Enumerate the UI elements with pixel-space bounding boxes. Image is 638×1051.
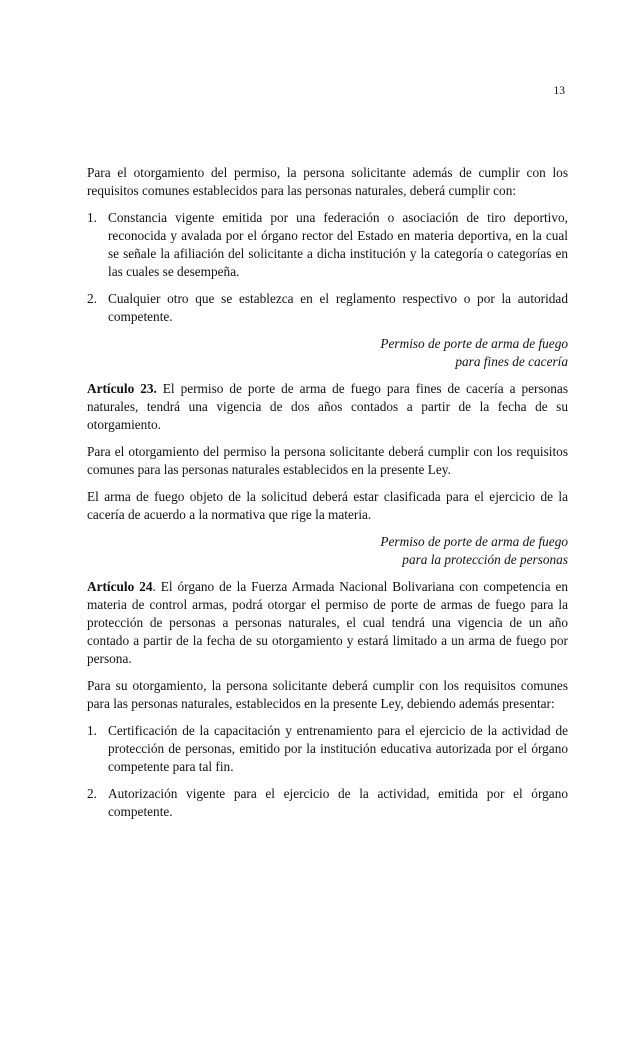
paragraph: El arma de fuego objeto de la solicitud deberá estar clasificada para el ejercicio de la cacería de acuerdo a la normativa que rige la materia. xyxy=(87,489,568,522)
requirements-list-sport xyxy=(87,209,568,326)
list-item-text: Autorización vigente para el ejercicio de la actividad, emitida por el órgano competente. xyxy=(108,786,568,819)
section-heading-protection xyxy=(87,533,568,569)
article-label: Artículo 23. xyxy=(87,381,157,396)
list-item-text: Cualquier otro que se establezca en el reglamento respectivo o por la autoridad competente. xyxy=(108,291,568,324)
list-item xyxy=(87,290,568,326)
page-content xyxy=(87,164,568,830)
list-item xyxy=(87,785,568,821)
page-number: 13 xyxy=(553,85,565,97)
list-item xyxy=(87,209,568,281)
article-label: Artículo 24 xyxy=(87,579,153,594)
article-23 xyxy=(87,380,568,434)
section-heading-line: para la protección de personas xyxy=(402,552,568,567)
intro-paragraph: Para el otorgamiento del permiso, la persona solicitante además de cumplir con los requisitos comunes establecidos para las personas naturales, deberá cumplir con: xyxy=(87,165,568,198)
section-heading-hunting xyxy=(87,335,568,371)
list-marker: 2. xyxy=(87,291,97,306)
list-item xyxy=(87,722,568,776)
list-marker: 1. xyxy=(87,210,97,225)
section-heading-line: Permiso de porte de arma de fuego xyxy=(380,336,568,351)
list-marker: 1. xyxy=(87,723,97,738)
article-text: El permiso de porte de arma de fuego para fines de cacería a personas naturales, tendrá una vigencia de dos años contados a partir de la fecha de su otorgamiento. xyxy=(87,381,568,432)
section-heading-line: Permiso de porte de arma de fuego xyxy=(380,534,568,549)
list-marker: 2. xyxy=(87,786,97,801)
article-text: . El órgano de la Fuerza Armada Nacional Bolivariana con competencia en materia de control armas, podrá otorgar el permiso de porte de armas de fuego para la protección de personas a personas naturales, el cual tendrá una vigencia de un año contado a partir de la fecha de su otorgamiento y estará limitado a un arma de fuego por persona. xyxy=(87,579,568,666)
list-item-text: Constancia vigente emitida por una federación o asociación de tiro deportivo, reconocida y avalada por el órgano rector del Estado en materia deportiva, en la cual se señale la afiliación del solicitante a dicha institución y la categoría o categorías en las cuales se desempeña. xyxy=(108,210,568,279)
list-item-text: Certificación de la capacitación y entrenamiento para el ejercicio de la actividad de protección de personas, emitido por la institución educativa autorizada por el órgano competente para tal fin. xyxy=(108,723,568,774)
section-heading-line: para fines de cacería xyxy=(455,354,568,369)
paragraph: Para el otorgamiento del permiso la persona solicitante deberá cumplir con los requisitos comunes para las personas naturales establecidos en la presente Ley. xyxy=(87,444,568,477)
article-24 xyxy=(87,578,568,668)
paragraph: Para su otorgamiento, la persona solicitante deberá cumplir con los requisitos comunes para las personas naturales, establecidos en la presente Ley, debiendo además presentar: xyxy=(87,678,568,711)
requirements-list-protection xyxy=(87,722,568,821)
